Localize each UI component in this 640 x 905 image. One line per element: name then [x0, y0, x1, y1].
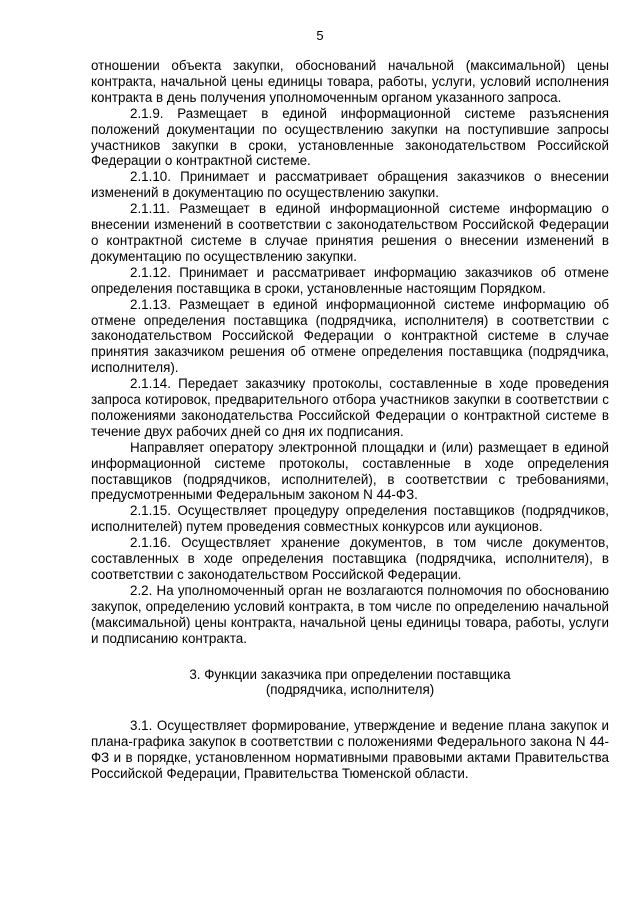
paragraph-2-1-9: 2.1.9. Размещает в единой информационной системе разъяснения положений документации по осуществлению закупки на поступившие запросы участников закупки в сроки, установленные законодательством Российской Федерации о контрактной системе.	[91, 105, 609, 169]
section-heading-line-1: 3. Функции заказчика при определении поставщика	[189, 666, 511, 682]
section-heading	[91, 667, 609, 699]
paragraph-2-2: 2.2. На уполномоченный орган не возлагаются полномочия по обоснованию закупок, определению условий контракта, в том числе по определению начальной (максимальной) цены контракта, начальной цены единицы товара, работы, услуги и подписанию контракта.	[91, 582, 609, 646]
section-heading-line-2: (подрядчика, исполнителя)	[265, 682, 435, 698]
page-number: 5	[316, 28, 324, 43]
document-body	[91, 58, 609, 782]
paragraph-2-1-11: 2.1.11. Размещает в единой информационной системе информацию о внесении изменений в соответствии с законодательством Российской Федерации о контрактной системе в случае принятия решения о внесении изменений в документацию по осуществлению закупки.	[91, 201, 609, 264]
paragraph-2-1-14: 2.1.14. Передает заказчику протоколы, составленные в ходе проведения запроса котировок, предварительного отбора участников закупки в соответствии с положениями законодательства Российской Федерации о контрактной системе в течение двух рабочих дней со дня их подписания.	[91, 376, 609, 439]
paragraph-2-1-10: 2.1.10. Принимает и рассматривает обращения заказчиков о внесении изменений в документацию по осуществлению закупки.	[91, 169, 609, 201]
paragraph-continuation: отношении объекта закупки, обоснований начальной (максимальной) цены контракта, начальной цены единицы товара, работы, услуги, условий исполнения контракта в день получения уполномоченным органом указанного запроса.	[91, 58, 609, 105]
paragraph-2-1-14-continued: Направляет оператору электронной площадки и (или) размещает в единой информационной системе протоколы, составленные в ходе определения поставщиков (подрядчиков, исполнителей), в соответствии с требованиями, предусмотренными Федеральным законом N 44-ФЗ.	[91, 439, 609, 503]
paragraph-2-1-16: 2.1.16. Осуществляет хранение документов, в том числе документов, составленных в ходе определения поставщика (подрядчика, исполнителя), в соответствии с законодательством Российской Федерации.	[91, 535, 609, 582]
paragraph-2-1-13: 2.1.13. Размещает в единой информационной системе информацию об отмене определения поставщика (подрядчика, исполнителя) в соответствии с законодательством Российской Федерации о контрактной системе в случае принятия заказчиком решения об отмене определения поставщика (подрядчика, исполнителя).	[91, 296, 609, 376]
paragraph-2-1-12: 2.1.12. Принимает и рассматривает информацию заказчиков об отмене определения поставщика в сроки, установленные настоящим Порядком.	[91, 264, 609, 296]
paragraph-2-1-15: 2.1.15. Осуществляет процедуру определения поставщиков (подрядчиков, исполнителей) путем проведения совместных конкурсов или аукционов.	[91, 503, 609, 535]
paragraph-3-1: 3.1. Осуществляет формирование, утверждение и ведение плана закупок и плана-графика закупок в соответствии с положениями Федерального закона N 44-ФЗ и в порядке, установленном нормативными правовыми актами Правительства Российской Федерации, Правительства Тюменской области.	[91, 718, 609, 782]
